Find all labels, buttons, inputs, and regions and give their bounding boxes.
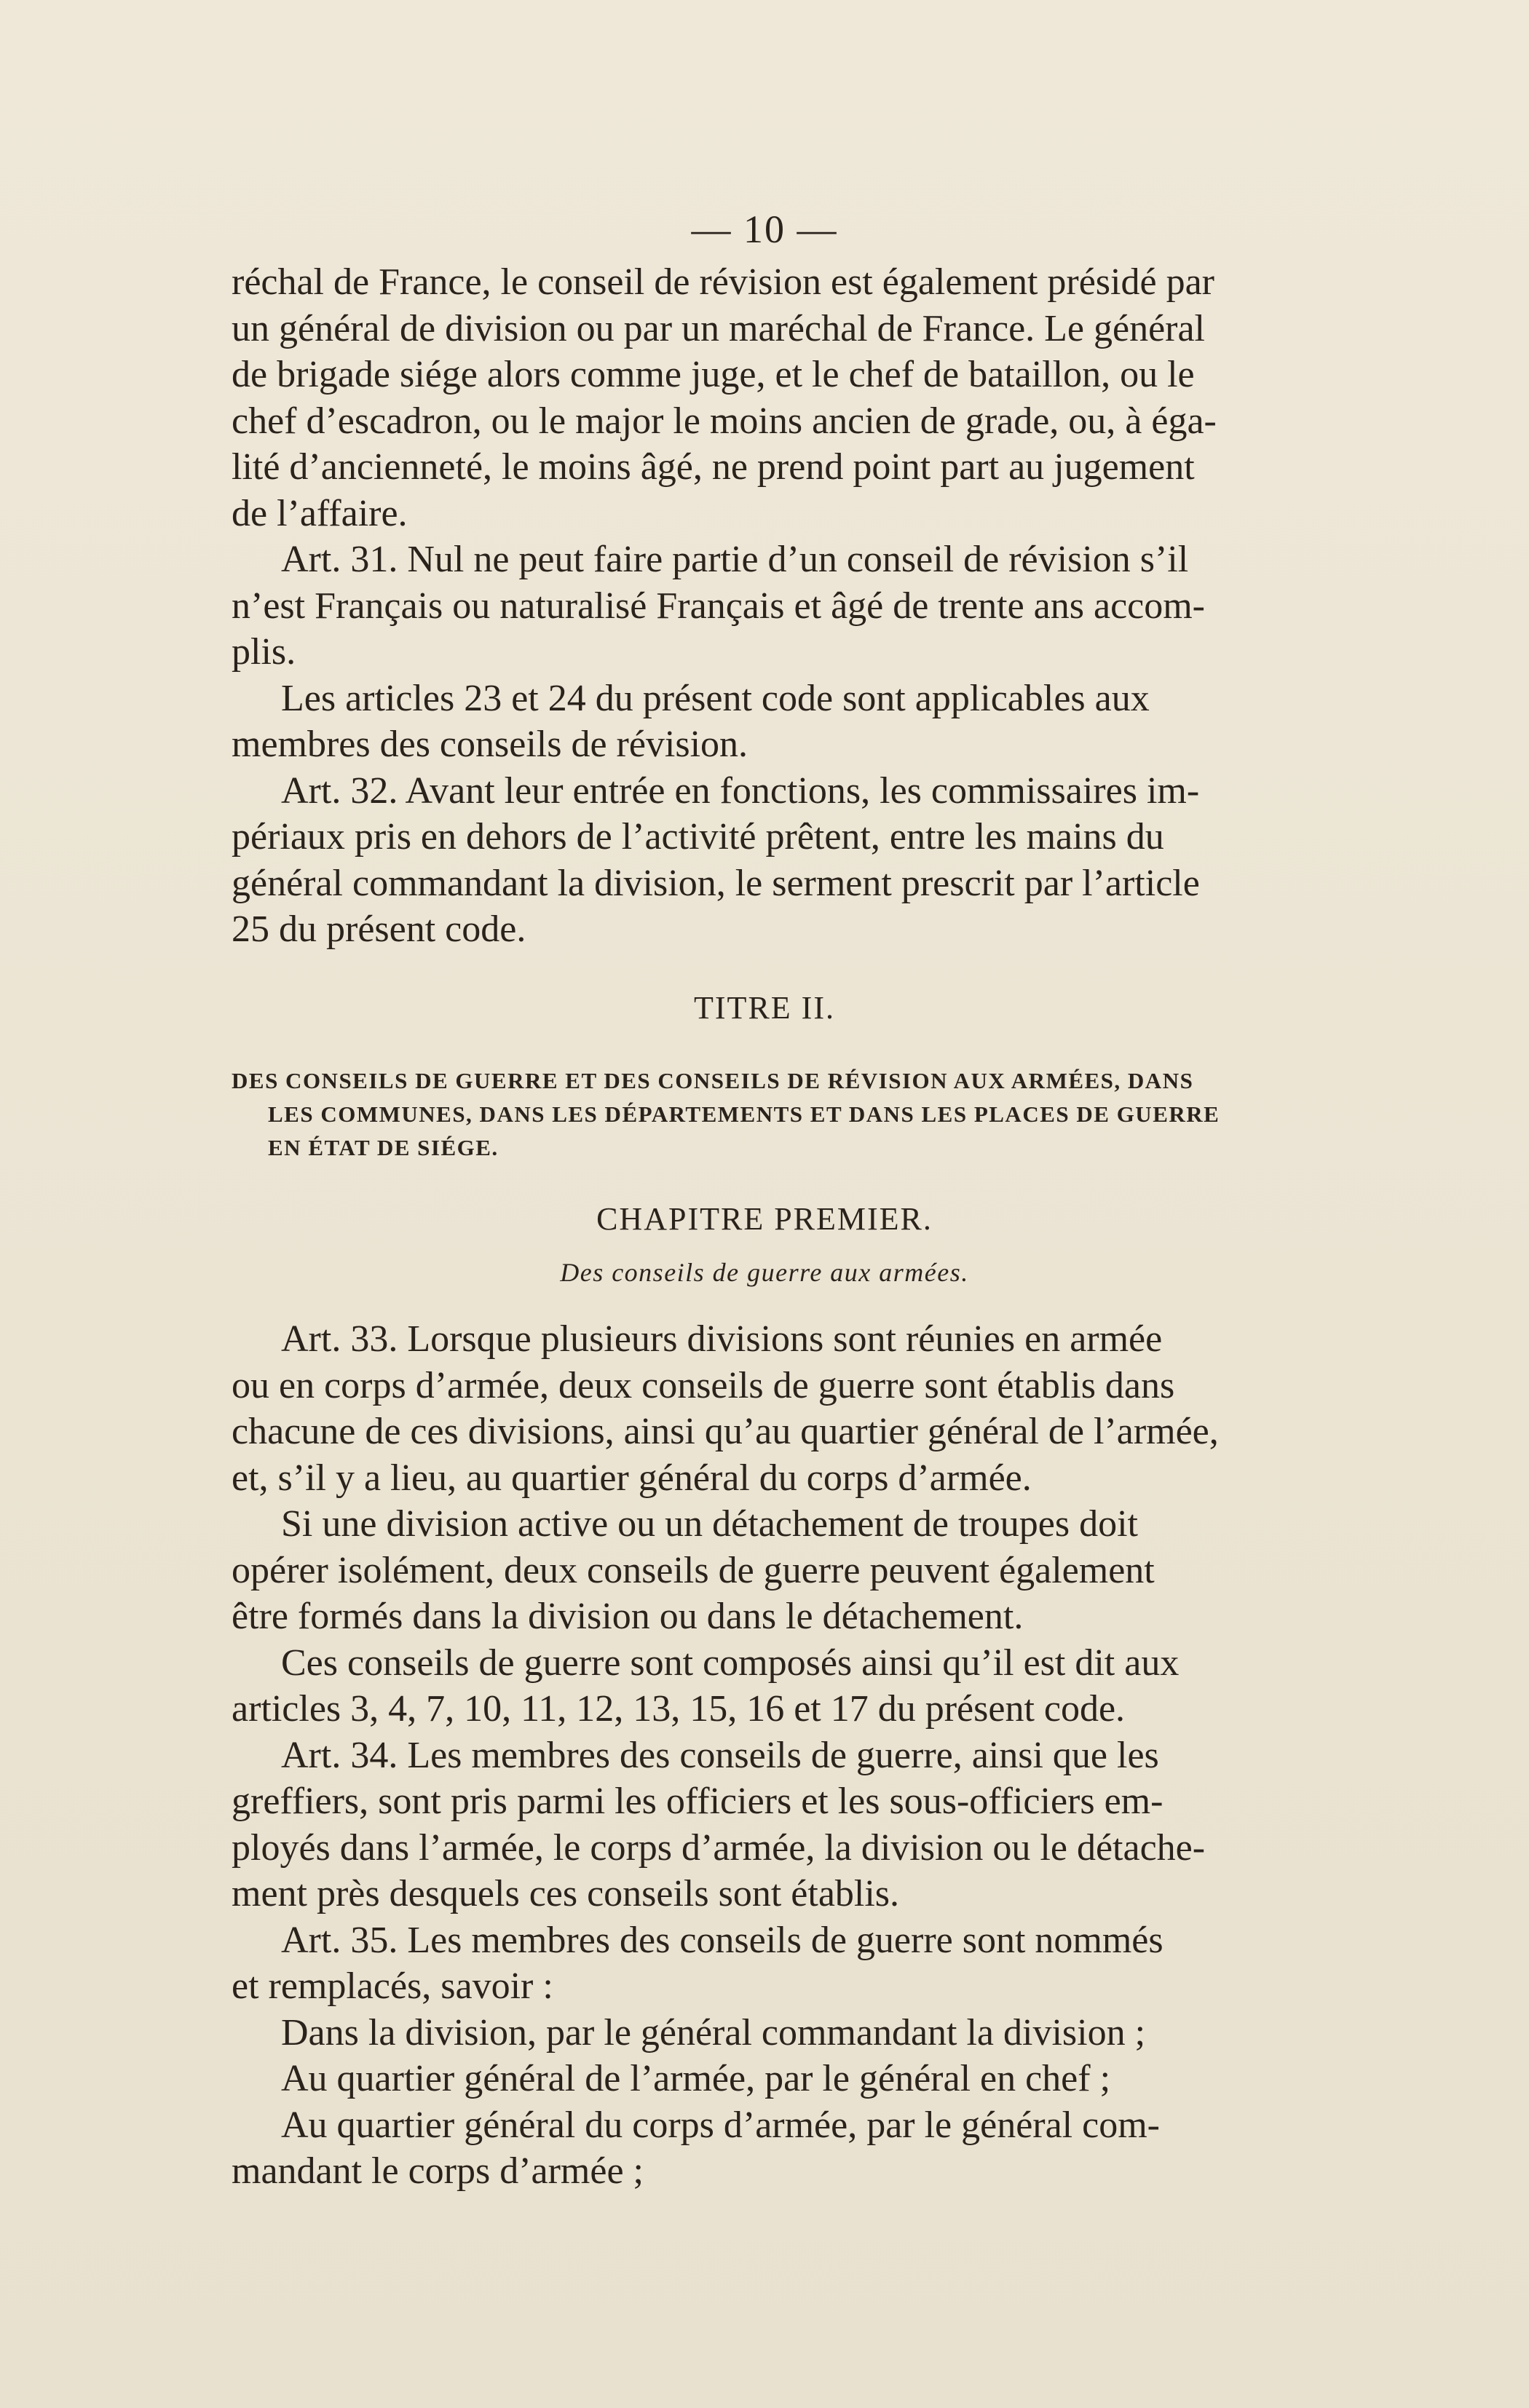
- text-block-articles-33-35: [232, 1316, 1344, 2195]
- text-line: n’est Français ou naturalisé Français et âgé de trente ans accom-: [232, 585, 1205, 627]
- text-line: Au quartier général du corps d’armée, par le général com-: [281, 2104, 1160, 2146]
- text-line: greffiers, sont pris parmi les officiers et les sous-officiers em-: [232, 1781, 1163, 1822]
- text-line: lité d’ancienneté, le moins âgé, ne prend point part au jugement: [232, 446, 1195, 488]
- text-line: être formés dans la division ou dans le détachement.: [232, 1596, 1024, 1637]
- text-line: périaux pris en dehors de l’activité prêtent, entre les mains du: [232, 816, 1164, 858]
- text-line: ment près desquels ces conseils sont établis.: [232, 1873, 900, 1914]
- text-line: Au quartier général de l’armée, par le général en chef ;: [281, 2058, 1111, 2099]
- text-line: réchal de France, le conseil de révision est également présidé par: [232, 261, 1214, 303]
- text-line: et, s’il y a lieu, au quartier général du corps d’armée.: [232, 1457, 1032, 1499]
- text-line: Dans la division, par le général commandant la division ;: [281, 2011, 1146, 2053]
- text-line: Art. 33. Lorsque plusieurs divisions sont réunies en armée: [281, 1318, 1163, 1360]
- text-line: ou en corps d’armée, deux conseils de guerre sont établis dans: [232, 1364, 1175, 1406]
- text-line: ployés dans l’armée, le corps d’armée, la division ou le détache-: [232, 1826, 1206, 1869]
- text-line: articles 3, 4, 7, 10, 11, 12, 13, 15, 16 et 17 du présent code.: [232, 1688, 1126, 1730]
- titre-description-line: LES COMMUNES, DANS LES DÉPARTEMENTS ET DANS LES PLACES DE GUERRE: [268, 1101, 1220, 1127]
- text-line: Les articles 23 et 24 du présent code sont applicables aux: [281, 677, 1150, 719]
- text-line: de l’affaire.: [232, 492, 408, 534]
- titre-description: [232, 1064, 1344, 1165]
- text-line: mandant le corps d’armée ;: [232, 2150, 644, 2192]
- text-line: Art. 31. Nul ne peut faire partie d’un conseil de révision s’il: [281, 539, 1189, 580]
- text-line: Art. 34. Les membres des conseils de guerre, ainsi que les: [281, 1734, 1159, 1776]
- text-line: général commandant la division, le serment prescrit par l’article: [232, 862, 1200, 904]
- text-line: Art. 35. Les membres des conseils de guerre sont nommés: [281, 1919, 1163, 1961]
- chapter-heading: CHAPITRE PREMIER.: [596, 1201, 933, 1237]
- titre-heading: TITRE II.: [694, 990, 835, 1026]
- text-line: 25 du présent code.: [232, 908, 526, 950]
- text-line: et remplacés, savoir :: [232, 1965, 553, 2007]
- page-number: — 10 —: [691, 207, 838, 251]
- chapter-subtitle: Des conseils de guerre aux armées.: [560, 1258, 969, 1287]
- text-line: Si une division active ou un détachement de troupes doit: [281, 1503, 1138, 1545]
- titre-description-line: DES CONSEILS DE GUERRE ET DES CONSEILS DE RÉVISION AUX ARMÉES, DANS: [232, 1068, 1194, 1093]
- text-line: opérer isolément, deux conseils de guerre peuvent également: [232, 1549, 1155, 1591]
- text-line: Ces conseils de guerre sont composés ainsi qu’il est dit aux: [281, 1641, 1180, 1684]
- text-line: membres des conseils de révision.: [232, 724, 748, 765]
- text-line: plis.: [232, 631, 296, 673]
- text-line: un général de division ou par un maréchal de France. Le général: [232, 307, 1205, 349]
- text-line: chacune de ces divisions, ainsi qu’au quartier général de l’armée,: [232, 1411, 1219, 1452]
- text-line: de brigade siége alors comme juge, et le chef de bataillon, ou le: [232, 354, 1195, 395]
- text-block-articles-30-32: [232, 259, 1344, 953]
- titre-description-line: EN ÉTAT DE SIÉGE.: [268, 1135, 499, 1160]
- text-line: chef d’escadron, ou le major le moins ancien de grade, ou, à éga-: [232, 400, 1217, 442]
- text-line: Art. 32. Avant leur entrée en fonctions, les commissaires im-: [281, 769, 1200, 812]
